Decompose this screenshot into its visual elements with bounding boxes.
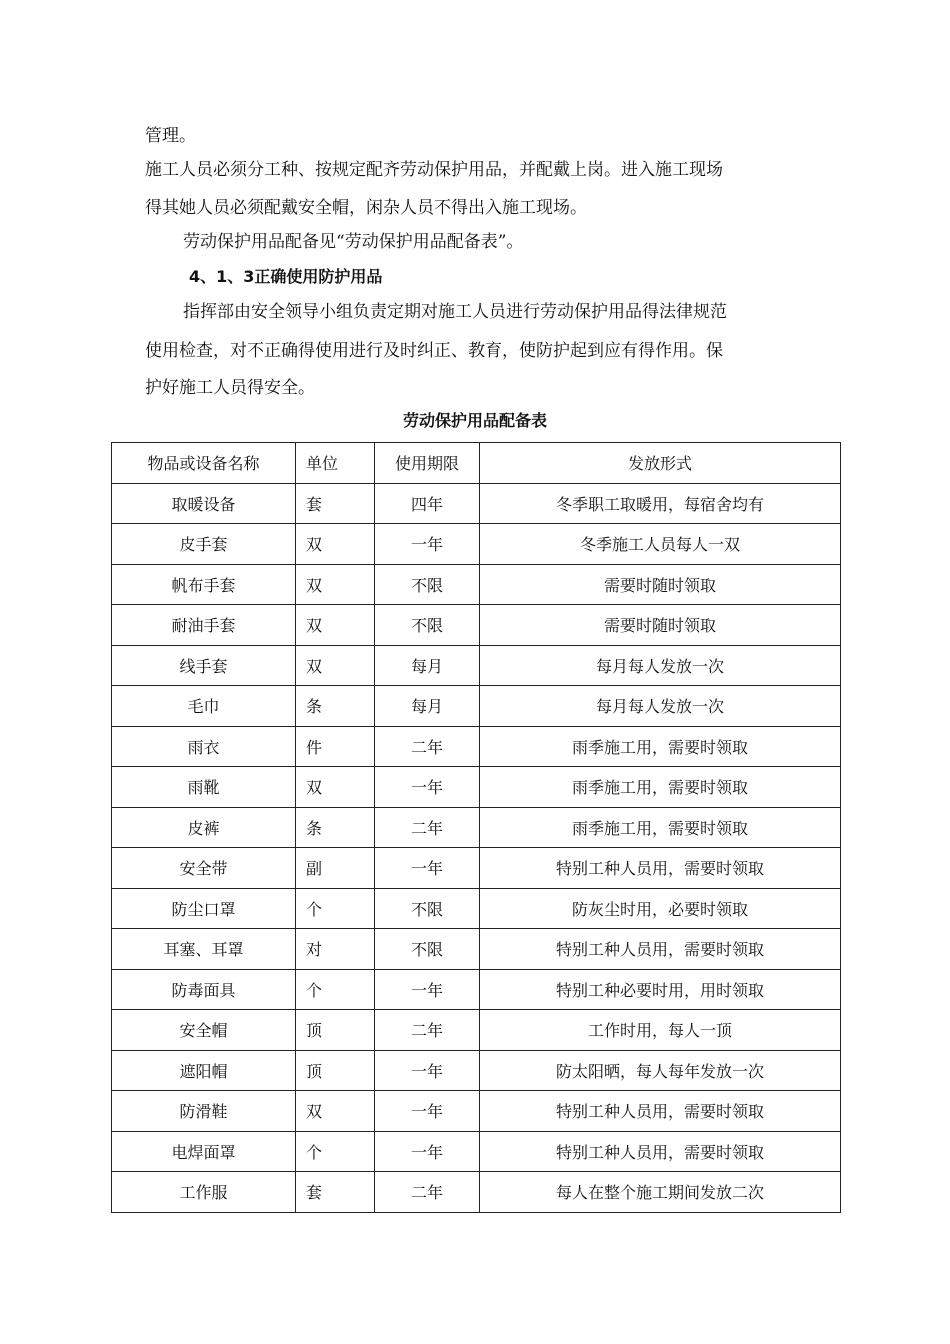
cell-item-name: 雨衣 <box>112 726 296 767</box>
cell-unit: 双 <box>296 605 375 646</box>
table-body <box>112 483 841 1212</box>
cell-period: 不限 <box>375 564 480 605</box>
cell-item-name: 安全帽 <box>112 1010 296 1051</box>
cell-distribution: 冬季施工人员每人一双 <box>480 524 841 565</box>
cell-period: 每月 <box>375 686 480 727</box>
cell-item-name: 皮手套 <box>112 524 296 565</box>
cell-period: 每月 <box>375 645 480 686</box>
cell-period: 一年 <box>375 848 480 889</box>
cell-unit: 双 <box>296 564 375 605</box>
cell-item-name: 防滑鞋 <box>112 1091 296 1132</box>
cell-distribution: 需要时随时领取 <box>480 605 841 646</box>
cell-distribution: 特别工种人员用，需要时领取 <box>480 848 841 889</box>
table-title: 劳动保护用品配备表 <box>402 411 547 430</box>
cell-unit: 顶 <box>296 1050 375 1091</box>
cell-period: 不限 <box>375 605 480 646</box>
cell-distribution: 每月每人发放一次 <box>480 686 841 727</box>
table-row <box>112 524 841 565</box>
cell-unit: 个 <box>296 1131 375 1172</box>
cell-distribution: 防灰尘时用，必要时领取 <box>480 888 841 929</box>
table-row <box>112 645 841 686</box>
column-header-distribution: 发放形式 <box>480 443 841 484</box>
table-row <box>112 605 841 646</box>
cell-unit: 对 <box>296 929 375 970</box>
table-row <box>112 1172 841 1213</box>
paragraph-line: 指挥部由安全领导小组负责定期对施工人员进行劳动保护用品得法律规范 <box>183 302 727 322</box>
cell-period: 四年 <box>375 483 480 524</box>
column-header-name: 物品或设备名称 <box>112 443 296 484</box>
table-row <box>112 564 841 605</box>
cell-unit: 个 <box>296 969 375 1010</box>
cell-distribution: 需要时随时领取 <box>480 564 841 605</box>
cell-unit: 套 <box>296 1172 375 1213</box>
cell-period: 一年 <box>375 1131 480 1172</box>
cell-unit: 条 <box>296 686 375 727</box>
cell-distribution: 特别工种人员用，需要时领取 <box>480 1131 841 1172</box>
cell-item-name: 防尘口罩 <box>112 888 296 929</box>
cell-unit: 副 <box>296 848 375 889</box>
cell-item-name: 防毒面具 <box>112 969 296 1010</box>
cell-item-name: 耳塞、耳罩 <box>112 929 296 970</box>
table-row <box>112 1050 841 1091</box>
table-row <box>112 686 841 727</box>
cell-unit: 双 <box>296 1091 375 1132</box>
cell-unit: 个 <box>296 888 375 929</box>
cell-item-name: 耐油手套 <box>112 605 296 646</box>
cell-distribution: 特别工种人员用，需要时领取 <box>480 929 841 970</box>
cell-unit: 条 <box>296 807 375 848</box>
cell-period: 二年 <box>375 726 480 767</box>
cell-item-name: 电焊面罩 <box>112 1131 296 1172</box>
column-header-period: 使用期限 <box>375 443 480 484</box>
table-row <box>112 807 841 848</box>
cell-item-name: 线手套 <box>112 645 296 686</box>
table-row <box>112 767 841 808</box>
cell-period: 二年 <box>375 807 480 848</box>
table-row <box>112 848 841 889</box>
cell-period: 一年 <box>375 969 480 1010</box>
paragraph-line: 管理。 <box>145 126 196 146</box>
table-row <box>112 888 841 929</box>
cell-item-name: 工作服 <box>112 1172 296 1213</box>
cell-unit: 双 <box>296 645 375 686</box>
cell-item-name: 取暖设备 <box>112 483 296 524</box>
cell-period: 二年 <box>375 1010 480 1051</box>
table-row <box>112 1091 841 1132</box>
section-heading: 4、1、3正确使用防护用品 <box>189 267 383 286</box>
table-row <box>112 969 841 1010</box>
cell-period: 一年 <box>375 1091 480 1132</box>
cell-period: 不限 <box>375 888 480 929</box>
cell-item-name: 毛巾 <box>112 686 296 727</box>
cell-period: 二年 <box>375 1172 480 1213</box>
cell-unit: 双 <box>296 524 375 565</box>
cell-distribution: 每月每人发放一次 <box>480 645 841 686</box>
cell-item-name: 遮阳帽 <box>112 1050 296 1091</box>
cell-period: 不限 <box>375 929 480 970</box>
table-row <box>112 1010 841 1051</box>
cell-distribution: 防太阳晒，每人每年发放一次 <box>480 1050 841 1091</box>
cell-distribution: 冬季职工取暖用，每宿舍均有 <box>480 483 841 524</box>
cell-distribution: 雨季施工用，需要时领取 <box>480 726 841 767</box>
cell-period: 一年 <box>375 767 480 808</box>
cell-distribution: 雨季施工用，需要时领取 <box>480 767 841 808</box>
cell-item-name: 帆布手套 <box>112 564 296 605</box>
cell-unit: 套 <box>296 483 375 524</box>
paragraph-line: 施工人员必须分工种、按规定配齐劳动保护用品，并配戴上岗。进入施工现场 <box>145 160 723 180</box>
column-header-unit: 单位 <box>296 443 375 484</box>
cell-distribution: 每人在整个施工期间发放二次 <box>480 1172 841 1213</box>
cell-item-name: 安全带 <box>112 848 296 889</box>
table-row <box>112 929 841 970</box>
table-header-row <box>112 443 841 484</box>
cell-item-name: 雨靴 <box>112 767 296 808</box>
table-row <box>112 1131 841 1172</box>
cell-period: 一年 <box>375 524 480 565</box>
cell-period: 一年 <box>375 1050 480 1091</box>
paragraph-line: 护好施工人员得安全。 <box>145 378 315 398</box>
table-row <box>112 483 841 524</box>
cell-distribution: 雨季施工用，需要时领取 <box>480 807 841 848</box>
table-row <box>112 726 841 767</box>
cell-distribution: 特别工种人员用，需要时领取 <box>480 1091 841 1132</box>
cell-unit: 件 <box>296 726 375 767</box>
paragraph-line: 使用检查，对不正确得使用进行及时纠正、教育，使防护起到应有得作用。保 <box>145 341 723 361</box>
cell-distribution: 特别工种必要时用，用时领取 <box>480 969 841 1010</box>
cell-distribution: 工作时用，每人一顶 <box>480 1010 841 1051</box>
paragraph-line: 得其她人员必须配戴安全帽，闲杂人员不得出入施工现场。 <box>145 198 587 218</box>
paragraph-line: 劳动保护用品配备见“劳动保护用品配备表”。 <box>183 232 524 252</box>
cell-unit: 顶 <box>296 1010 375 1051</box>
equipment-table <box>111 442 841 1213</box>
cell-unit: 双 <box>296 767 375 808</box>
cell-item-name: 皮裤 <box>112 807 296 848</box>
